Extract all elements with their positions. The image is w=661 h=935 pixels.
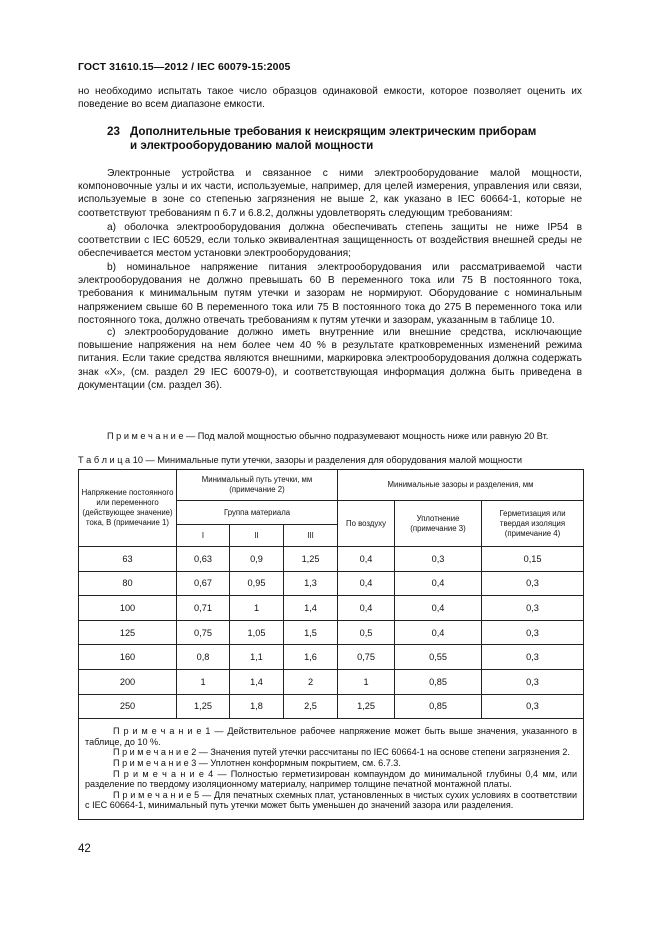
cell-group-2: 0,9 [230, 547, 284, 572]
cell-voltage: 160 [79, 645, 177, 670]
cell-voltage: 200 [79, 669, 177, 694]
cell-group-3: 1,4 [284, 596, 338, 621]
cell-group-2: 1,8 [230, 694, 284, 719]
table-note-4 [85, 769, 577, 790]
note-text: — Действительное рабочее напряжение может быть выше значения, указанного в таблице, до 10 %. [85, 726, 578, 747]
cell-air: 1,25 [338, 694, 395, 719]
cell-group-1: 0,71 [177, 596, 230, 621]
paragraph-item-a: а) оболочка электрооборудования должна обеспечивать степень защиты не ниже IP54 в соответствии с IEC 60529, если только эквивалентная защищенность от воздействия внешней среды не обеспечивается местом установки электрооборудования; [78, 222, 582, 260]
table-row [79, 669, 584, 694]
cell-air: 0,75 [338, 645, 395, 670]
paragraph-main: Электронные устройства и связанное с ними электрооборудование малой мощности, компоновочные узлы и их части, используемые, например, для целей измерения, управления или связи, используемые в зоне со степенью загрязнения не выше 2, как указано в IEC 60664-1, которые не соответствуют требованиям п 6.7 и 6.8.2, должны удовлетворять следующим требованиям: [78, 168, 582, 219]
cell-group-1: 1,25 [177, 694, 230, 719]
note-text: — Полностью герметизирован компаундом до минимальной глубины 0,4 мм, или разделение по твердому изоляционному материалу, например толщине печатной монтажной платы. [85, 768, 578, 790]
cell-seal: 0,4 [395, 596, 482, 621]
note-text: — Для печатных схемных плат, установленных в чистых сухих условиях в соответствии с IEC 60664-1, минимальный путь утечки может быть уменьшен до значений зазора или разделения. [85, 789, 578, 811]
table-row [79, 596, 584, 621]
table-note-1 [85, 726, 577, 747]
cell-seal: 0,4 [395, 620, 482, 645]
table-row [79, 571, 584, 596]
cell-voltage: 125 [79, 620, 177, 645]
cell-air: 0,5 [338, 620, 395, 645]
header-group-1: I [177, 525, 230, 547]
note-text: — Значения путей утечки рассчитаны по IEC 60664-1 на основе степени загрязнения 2. [198, 747, 570, 758]
table-row [79, 547, 584, 572]
cell-air: 0,4 [338, 596, 395, 621]
cell-encapsulation: 0,3 [482, 571, 584, 596]
document-header: ГОСТ 31610.15—2012 / IEC 60079-15:2005 [78, 61, 291, 73]
table-notes [79, 719, 584, 820]
cell-air: 0,4 [338, 571, 395, 596]
cell-group-2: 1 [230, 596, 284, 621]
table-caption-label: Т а б л и ц а [78, 455, 131, 465]
clearance-table [78, 469, 584, 820]
cell-voltage: 100 [79, 596, 177, 621]
header-encapsulation: Герметизация или твердая изоляция (примечание 4) [482, 501, 584, 547]
note-label: П р и м е ч а н и е 3 [113, 757, 197, 768]
header-clearances: Минимальные зазоры и разделения, мм [338, 470, 584, 501]
header-voltage: Напряжение постоянного или переменного (действующее значение) тока, В (примечание 1) [79, 470, 177, 547]
section-title-line1: Дополнительные требования к неискрящим электрическим приборам [130, 125, 537, 138]
header-creepage: Минимальный путь утечки, мм (примечание 2) [177, 470, 338, 501]
cell-group-2: 1,4 [230, 669, 284, 694]
note-text: — Под малой мощностью обычно подразумевают мощность ниже или равную 20 Вт. [186, 431, 549, 441]
cell-seal: 0,85 [395, 669, 482, 694]
cell-voltage: 250 [79, 694, 177, 719]
page-number: 42 [78, 843, 91, 855]
header-air: По воздуху [338, 501, 395, 547]
cell-group-3: 1,25 [284, 547, 338, 572]
header-material-group: Группа материала [177, 501, 338, 525]
table-caption-text: 10 — Минимальные пути утечки, зазоры и разделения для оборудования малой мощности [132, 455, 522, 465]
cell-encapsulation: 0,3 [482, 645, 584, 670]
note-label: П р и м е ч а н и е 4 [113, 768, 214, 779]
cell-group-3: 2,5 [284, 694, 338, 719]
cell-encapsulation: 0,15 [482, 547, 584, 572]
cell-air: 0,4 [338, 547, 395, 572]
header-group-3: III [284, 525, 338, 547]
cell-group-1: 0,75 [177, 620, 230, 645]
header-group-2: II [230, 525, 284, 547]
note-label: П р и м е ч а н и е 2 [113, 747, 197, 758]
note-text: — Уплотнен конформным покрытием, см. 6.7.3. [198, 757, 401, 768]
cell-group-3: 1,3 [284, 571, 338, 596]
note-label: П р и м е ч а н и е 5 [113, 789, 200, 800]
cell-group-2: 1,1 [230, 645, 284, 670]
table-row [79, 645, 584, 670]
section-heading [107, 125, 587, 153]
paragraph-item-c: с) электрооборудование должно иметь внутренние или внешние средства, исключающие повышение напряжения на нем более чем 40 % в результате кратковременных изменений режима питания. Если такие средства являются внешними, маркировка электрооборудования должна содержать знак «X», (см. раздел 29 IEC 60079-0), и соответствующая информация должна быть приведена в документации (см. раздел 36). [78, 327, 582, 391]
section-number: 23 [107, 125, 120, 138]
cell-group-1: 0,8 [177, 645, 230, 670]
cell-air: 1 [338, 669, 395, 694]
cell-voltage: 80 [79, 571, 177, 596]
cell-seal: 0,85 [395, 694, 482, 719]
cell-group-1: 0,67 [177, 571, 230, 596]
table-caption [78, 455, 522, 465]
cell-group-3: 1,6 [284, 645, 338, 670]
note-low-power [107, 431, 548, 441]
cell-group-3: 1,5 [284, 620, 338, 645]
cell-encapsulation: 0,3 [482, 596, 584, 621]
cell-group-2: 1,05 [230, 620, 284, 645]
table-note-3 [85, 758, 577, 769]
table-row [79, 694, 584, 719]
table-row [79, 620, 584, 645]
cell-group-3: 2 [284, 669, 338, 694]
table-note-2 [85, 747, 577, 758]
cell-encapsulation: 0,3 [482, 620, 584, 645]
table-note-5 [85, 790, 577, 811]
cell-seal: 0,4 [395, 571, 482, 596]
note-label: П р и м е ч а н и е [107, 431, 184, 441]
intro-paragraph: но необходимо испытать такое число образцов одинаковой емкости, которое позволяет оценить их поведение во всем диапазоне емкости. [78, 86, 582, 111]
cell-group-1: 0,63 [177, 547, 230, 572]
cell-voltage: 63 [79, 547, 177, 572]
note-label: П р и м е ч а н и е 1 [113, 726, 211, 737]
section-title-line2: и электрооборудованию малой мощности [130, 139, 374, 152]
paragraph-item-b: b) номинальное напряжение питания электрооборудования или рассматриваемой части электрооборудования не должно превышать 60 В переменного тока или 75 В постоянного тока, требования к минимальным путям утечки и зазорам не нормируют. Оборудование с номинальным напряжением свыше 60 В переменного тока или 75 В постоянного тока до 275 В переменного тока или постоянного тока, должно отвечать требованиям к путям утечки и зазорам, указанным в таблице 10. [78, 262, 582, 326]
header-seal: Уплотнение (примечание 3) [395, 501, 482, 547]
cell-encapsulation: 0,3 [482, 669, 584, 694]
cell-encapsulation: 0,3 [482, 694, 584, 719]
cell-group-1: 1 [177, 669, 230, 694]
cell-seal: 0,55 [395, 645, 482, 670]
cell-seal: 0,3 [395, 547, 482, 572]
cell-group-2: 0,95 [230, 571, 284, 596]
